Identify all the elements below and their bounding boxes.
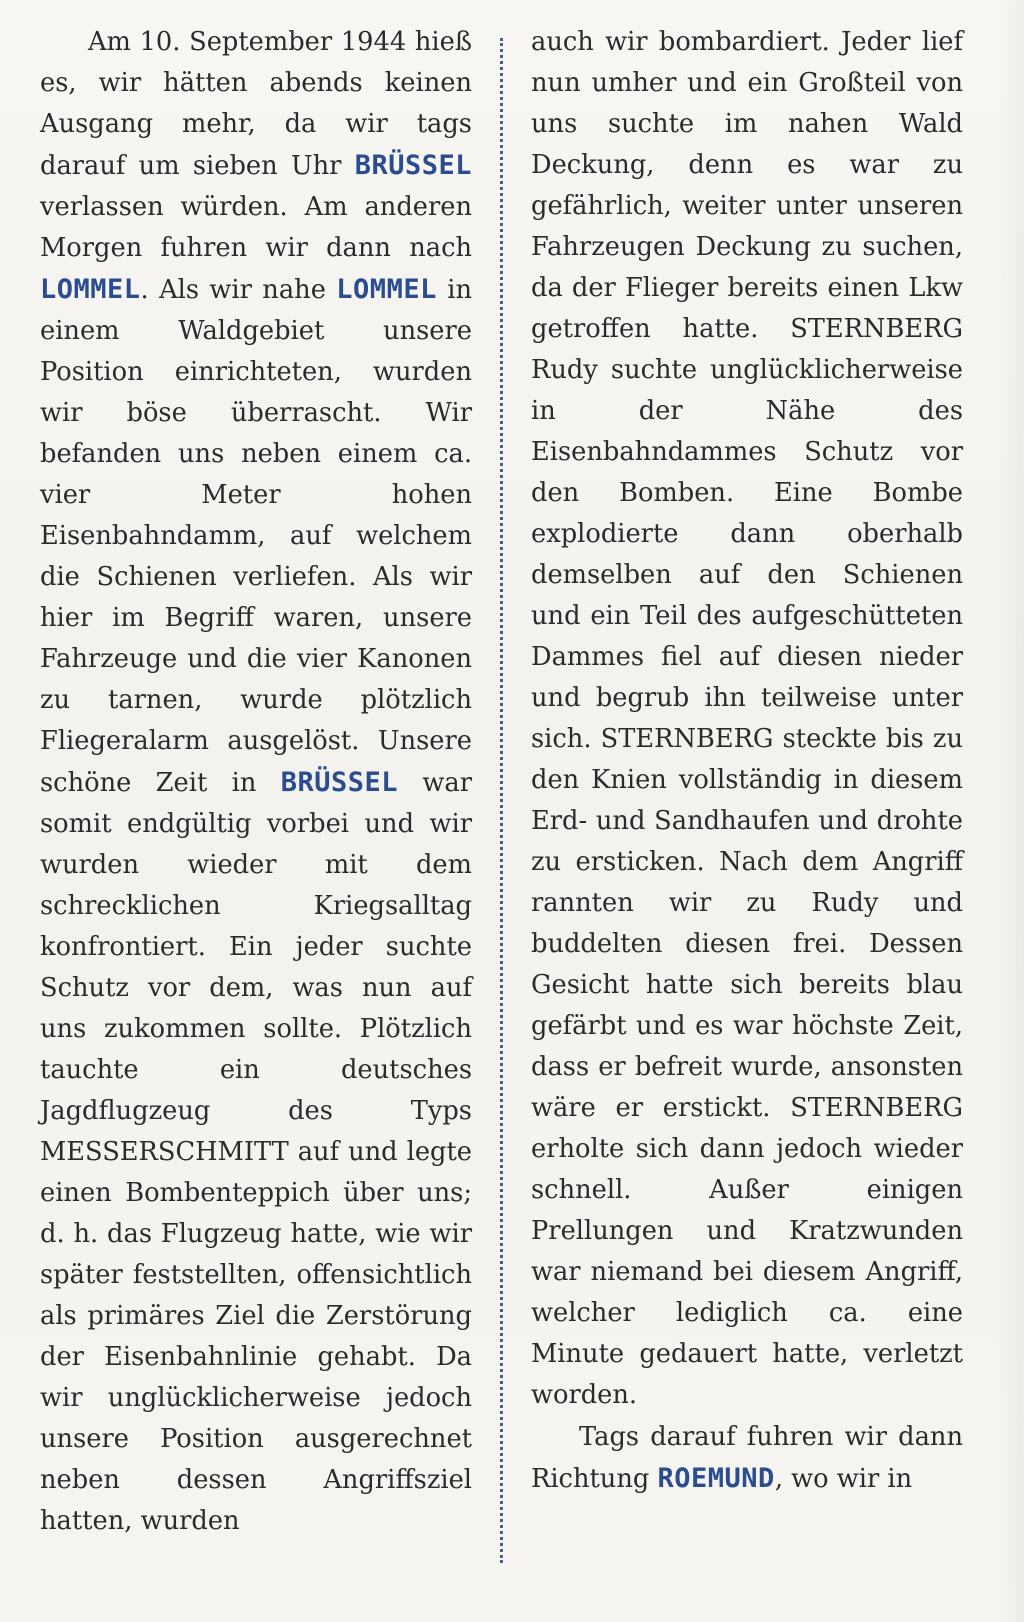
place-name-bruessel: BRÜSSEL [280, 767, 399, 798]
left-column [40, 22, 472, 1542]
right-column [531, 22, 963, 1500]
text-segment: Am 10. September 1944 hieß es, wir hätten abends keinen Ausgang mehr, da wir tags darauf um sieben Uhr [40, 27, 472, 181]
place-name-lommel: LOMMEL [40, 274, 141, 305]
text-segment: in einem Waldgebiet unsere Position einrichteten, wurden wir böse überrascht. Wir befanden uns neben einem ca. vier Meter hohen Eisenbahndamm, auf welchem die Schienen verliefen. Als wir hier im Begriff waren, unsere Fahrzeuge und die vier Kanonen zu tarnen, wurde plötzlich Fliegeralarm ausgelöst. Unsere schöne Zeit in [40, 275, 472, 798]
right-paragraph-2 [531, 1417, 963, 1500]
right-paragraph-1: auch wir bombardiert. Jeder lief nun umher und ein Großteil von uns suchte im nahen Wald Deckung, denn es war zu gefährlich, weiter unter unseren Fahrzeugen Deckung zu suchen, da der Flieger bereits einen Lkw getroffen hatte. STERNBERG Rudy suchte unglücklicherweise in der Nähe des Eisenbahndammes Schutz vor den Bomben. Eine Bombe explodierte dann oberhalb demselben auf den Schienen und ein Teil des aufgeschütteten Dammes fiel auf diesen nieder und begrub ihn teilweise unter sich. STERNBERG steckte bis zu den Knien vollständig in diesem Erd- und Sandhaufen und drohte zu ersticken. Nach dem Angriff rannten wir zu Rudy und buddelten diesen frei. Dessen Gesicht hatte sich bereits blau gefärbt und es war höchste Zeit, dass er befreit wurde, ansonsten wäre er erstickt. STERNBERG erholte sich dann jedoch wieder schnell. Außer einigen Prellungen und Kratzwunden war niemand bei diesem Angriff, welcher lediglich ca. eine Minute gedauert hatte, verletzt worden. [531, 27, 963, 1410]
text-segment: , wo wir in [774, 1464, 913, 1494]
text-segment: . Als wir nahe [140, 275, 337, 305]
column-divider [500, 38, 503, 1563]
place-name-roemund: ROEMUND [657, 1463, 775, 1494]
text-segment: war somit endgültig vorbei und wir wurden wieder mit dem schrecklichen Kriegsalltag konfrontiert. Ein jeder suchte Schutz vor dem, was nun auf uns zukommen sollte. Plötzlich tauchte ein deutsches Jagdflugzeug des Typs MESSERSCHMITT auf und legte einen Bombenteppich über uns; d. h. das Flugzeug hatte, wie wir später feststellten, offensichtlich als primäres Ziel die Zerstörung der Eisenbahnlinie gehabt. Da wir unglücklicherweise jedoch unsere Position ausgerechnet neben dessen Angriffsziel hatten, wurden [40, 768, 473, 1536]
left-paragraph-1 [40, 22, 472, 1542]
place-name-bruessel: BRÜSSEL [354, 150, 472, 181]
place-name-lommel: LOMMEL [336, 274, 437, 305]
page-edge-shadow [998, 0, 1024, 1622]
text-segment: Tags darauf fuhren wir dann Richtung [531, 1422, 963, 1494]
text-segment: verlassen würden. Am anderen Morgen fuhren wir dann nach [40, 192, 472, 263]
